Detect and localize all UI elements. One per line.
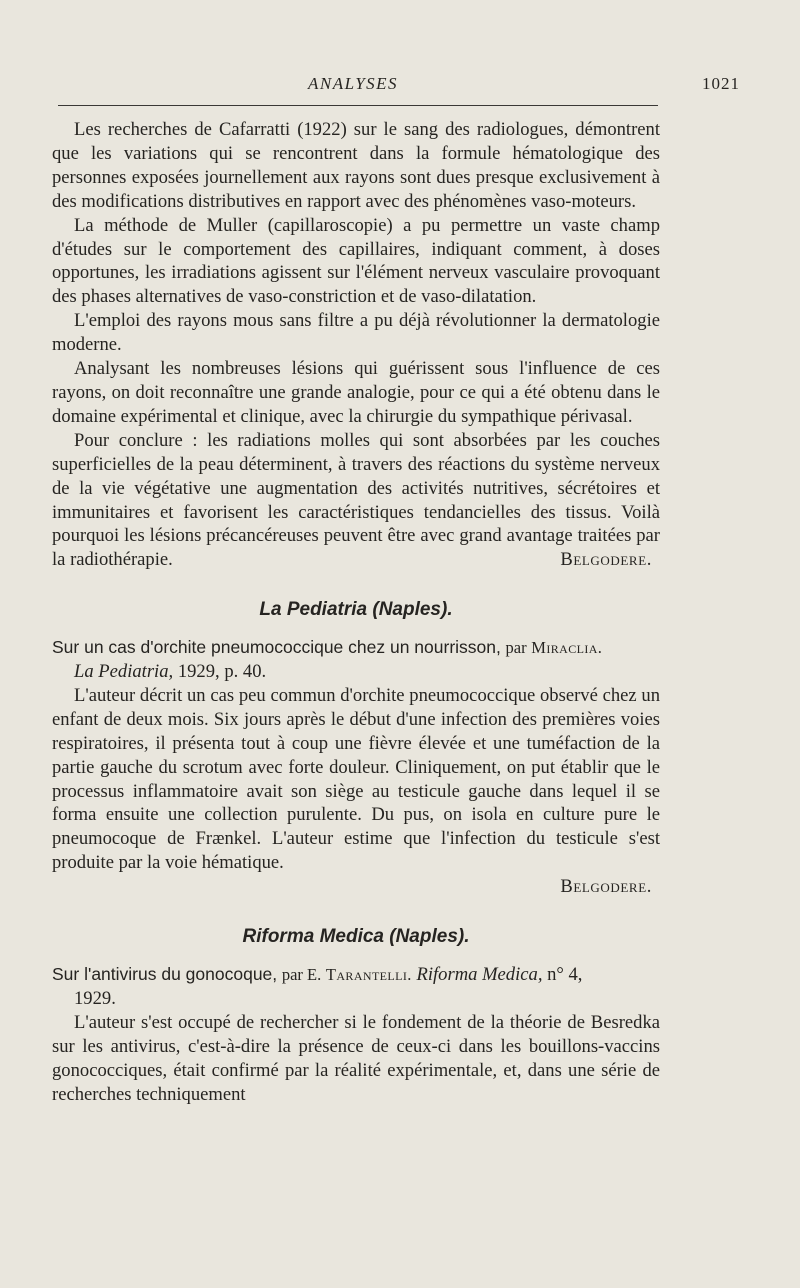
paragraph-cafarratti: Les recherches de Cafarratti (1922) sur le sang des radiologues, démontrent que les variations qui se rencontrent dans la formule hématologique des personnes exposées journellement aux rayons sont dues presque exclusivement à des modifications distributives en rapport avec des phénomènes vaso-moteurs.: [52, 119, 660, 212]
paragraph-analysant: Analysant les nombreuses lésions qui guérissent sous l'influence de ces rayons, on doit reconnaître une grande analogie, pour ce qui a été obtenu dans le domaine expérimental et clinique, avec la chirurgie du sympathique périvasal.: [52, 358, 660, 427]
paragraph-antivirus: L'auteur s'est occupé de rechercher si le fondement de la théorie de Besredka sur les antivirus, c'est-à-dire la présence de ceux-ci dans les bouillons-vaccins gonococciques, était confirmé par la réalité expérimentale, et, dans une série de recherches techniquement: [52, 1011, 660, 1105]
entry-year-riforma: 1929.: [74, 987, 116, 1009]
entry-author-tarantelli: Tarantelli.: [325, 965, 412, 984]
entry-ref-riforma: n° 4,: [547, 964, 583, 985]
paragraph-rayons-mous: L'emploi des rayons mous sans filtre a pu déjà révolutionner la dermatologie moderne.: [52, 310, 660, 356]
entry-by-2: par E.: [281, 965, 322, 984]
header-rule: [58, 105, 658, 106]
article-body: [52, 118, 660, 1106]
paragraph-orchite: L'auteur décrit un cas peu commun d'orchite pneumococcique observé chez un enfant de deux mois. Six jours après le début d'une infection des premières voies respiratoires, il présenta tout à coup une fièvre élevée et une tuméfaction de la partie gauche du scrotum avec forte douleur. Cliniquement, on put établir que le processus inflammatoire avait son siège au testicule gauche dans lequel il se forma ensuite une collection purulente. Du pus, on isola en culture pure le pneumocoque de Frænkel. L'auteur estime que l'infection du testicule s'est produite par la voie hématique.: [52, 684, 660, 874]
entry-author-miraclia: Miraclia.: [531, 638, 603, 658]
page-number: 1021: [702, 74, 740, 93]
section-title-riforma: Riforma Medica (Naples).: [242, 926, 470, 948]
running-head: [58, 74, 740, 100]
running-title: ANALYSES: [308, 74, 399, 93]
conclusion-text: Pour conclure : les radiations molles qui sont absorbées par les couches superficielles de la peau déterminent, à travers des réactions du système nerveux de la vie végétative une augmentation des activités nutritives, sécrétoires et immunitaires et favorisent les caractéristiques tendancielles des tissus. Voilà pourquoi les lésions précancéreuses peuvent être avec grand avantage traitées par la radiothérapie.: [52, 429, 660, 571]
entry-journal-pediatria: La Pediatria,: [74, 661, 174, 683]
signature-belgodere-2: Belgodere.: [560, 876, 652, 898]
entry-head-antivirus: [52, 963, 660, 1011]
entry-head-orchite: [52, 636, 660, 684]
entry-journal-riforma: Riforma Medica,: [416, 964, 543, 985]
signature-belgodere-1: Belgodere.: [560, 549, 652, 571]
entry-title-antivirus: Sur l'antivirus du gonocoque,: [52, 964, 278, 984]
paragraph-conclusion: [52, 429, 660, 572]
entry-title-orchite: Sur un cas d'orchite pneumococcique chez un nourrisson,: [52, 637, 501, 658]
section-title-pediatria: La Pediatria (Naples).: [259, 599, 453, 621]
entry-by-1: par: [505, 638, 527, 658]
entry-ref-pediatria: 1929, p. 40.: [177, 661, 267, 683]
paragraph-muller: La méthode de Muller (capillaroscopie) a pu permettre un vaste champ d'études sur le comportement des capillaires, indiquant comment, à doses opportunes, les irradiations agissent sur l'élément nerveux vasculaire provoquant des phases alternatives de vaso-constriction et de vaso-dilatation.: [52, 214, 660, 308]
